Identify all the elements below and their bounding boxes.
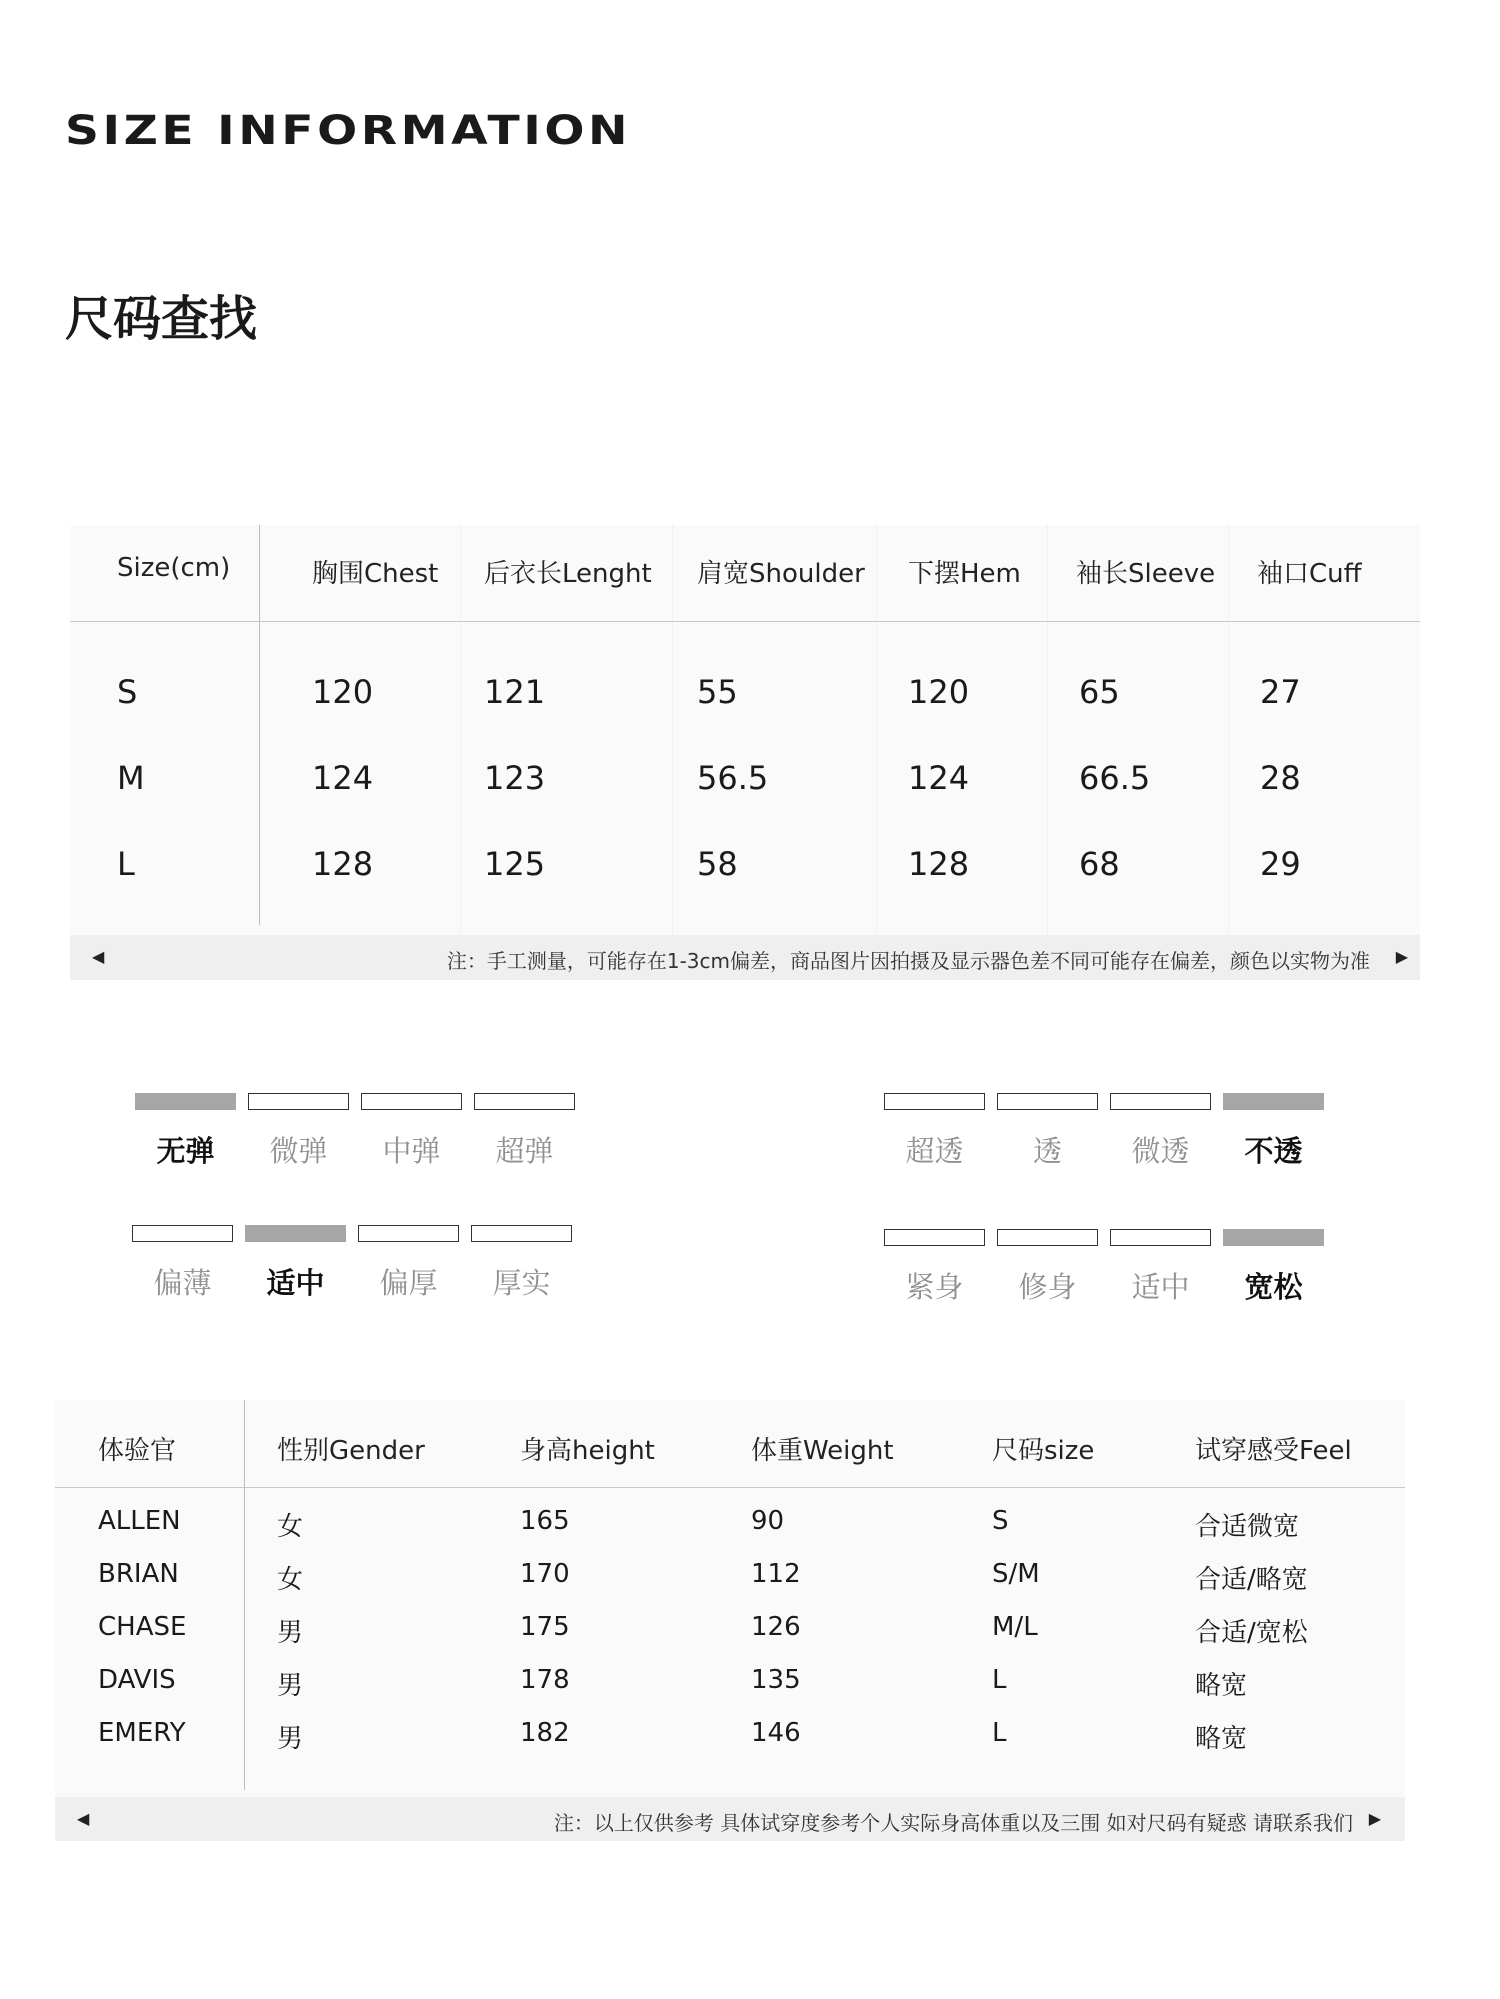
table-cell: 男 xyxy=(277,1724,304,1754)
section-title: 尺码查找 xyxy=(65,291,258,347)
table-cell: 27 xyxy=(1260,673,1301,711)
column-header: 试穿感受Feel xyxy=(1195,1436,1352,1466)
rating-bar xyxy=(1110,1093,1211,1110)
elasticity-rating xyxy=(135,1093,585,1173)
table-cell: 175 xyxy=(520,1612,570,1642)
rating-label: 厚实 xyxy=(492,1266,551,1300)
table-cell: M/L xyxy=(992,1612,1038,1642)
table-cell: 146 xyxy=(751,1718,801,1748)
column-divider xyxy=(672,525,673,940)
column-divider xyxy=(460,525,461,940)
column-header: 身高height xyxy=(520,1436,655,1466)
rating-label: 微透 xyxy=(1131,1134,1190,1168)
column-header: 体验官 xyxy=(98,1436,177,1466)
column-header: 后衣长Lenght xyxy=(484,559,652,589)
header-divider xyxy=(55,1487,1405,1488)
scroll-left-icon[interactable]: ◀ xyxy=(92,947,105,966)
rating-label: 透 xyxy=(1032,1134,1062,1168)
rating-bar xyxy=(135,1093,236,1110)
column-divider xyxy=(1047,525,1048,940)
thickness-rating xyxy=(132,1225,582,1305)
page-title: SIZE INFORMATION xyxy=(65,108,632,154)
rating-bar xyxy=(1223,1229,1324,1246)
table-cell: S xyxy=(992,1506,1009,1536)
table-cell: S/M xyxy=(992,1559,1040,1589)
rating-label: 超弹 xyxy=(495,1134,554,1168)
table-cell: 120 xyxy=(312,673,374,711)
table-cell: 男 xyxy=(277,1618,304,1648)
column-header: 下摆Hem xyxy=(908,559,1021,589)
table-cell: 112 xyxy=(751,1559,801,1589)
size-label: S xyxy=(117,673,138,711)
table-cell: 68 xyxy=(1079,845,1120,883)
column-header: 性别Gender xyxy=(277,1436,425,1466)
table-cell: 128 xyxy=(908,845,970,883)
rating-label: 无弹 xyxy=(156,1134,215,1168)
table-cell: 124 xyxy=(908,759,970,797)
table-cell: 女 xyxy=(277,1565,304,1595)
table-cell: 120 xyxy=(908,673,970,711)
tester-name: EMERY xyxy=(98,1718,186,1748)
first-column-divider xyxy=(259,525,260,925)
table-cell: 182 xyxy=(520,1718,570,1748)
rating-label: 中弹 xyxy=(382,1134,441,1168)
rating-bar xyxy=(245,1225,346,1242)
rating-bar xyxy=(471,1225,572,1242)
table-cell: 略宽 xyxy=(1195,1671,1248,1701)
table-cell: 178 xyxy=(520,1665,570,1695)
rating-bar xyxy=(474,1093,575,1110)
size-label: L xyxy=(117,845,135,883)
fit-rating xyxy=(884,1229,1334,1309)
table-cell: 56.5 xyxy=(697,759,769,797)
table-cell: 124 xyxy=(312,759,374,797)
table-cell: 合适/略宽 xyxy=(1195,1565,1308,1595)
rating-bar xyxy=(358,1225,459,1242)
rating-bar xyxy=(884,1229,985,1246)
rating-label: 紧身 xyxy=(905,1270,964,1304)
table-cell: 女 xyxy=(277,1512,304,1542)
table-cell: 125 xyxy=(484,845,546,883)
rating-bar xyxy=(1223,1093,1324,1110)
table-cell: 170 xyxy=(520,1559,570,1589)
table-cell: L xyxy=(992,1718,1007,1748)
column-divider xyxy=(876,525,877,940)
table-cell: 123 xyxy=(484,759,546,797)
scroll-left-icon[interactable]: ◀ xyxy=(77,1809,90,1828)
size-note-bar xyxy=(70,935,1420,980)
tester-note: 注：以上仅供参考 具体试穿度参考个人实际身高体重以及三围 如对尺码有疑惑 请联系我们 xyxy=(553,1811,1353,1835)
rating-label: 微弹 xyxy=(269,1134,328,1168)
table-cell: 合适/宽松 xyxy=(1195,1618,1308,1648)
table-cell: 29 xyxy=(1260,845,1301,883)
rating-label: 偏薄 xyxy=(153,1266,212,1300)
table-cell: 135 xyxy=(751,1665,801,1695)
rating-label: 修身 xyxy=(1018,1270,1077,1304)
table-cell: 126 xyxy=(751,1612,801,1642)
column-header: Size(cm) xyxy=(117,553,231,583)
table-cell: 165 xyxy=(520,1506,570,1536)
rating-label: 偏厚 xyxy=(379,1266,438,1300)
table-cell: L xyxy=(992,1665,1007,1695)
size-label: M xyxy=(117,759,145,797)
tester-name: CHASE xyxy=(98,1612,187,1642)
table-cell: 男 xyxy=(277,1671,304,1701)
column-header: 袖长Sleeve xyxy=(1076,559,1216,589)
rating-bar xyxy=(361,1093,462,1110)
column-header: 胸围Chest xyxy=(312,559,439,589)
table-cell: 128 xyxy=(312,845,374,883)
rating-bar xyxy=(248,1093,349,1110)
table-cell: 合适微宽 xyxy=(1195,1512,1300,1542)
rating-bar xyxy=(884,1093,985,1110)
scroll-right-icon[interactable]: ▶ xyxy=(1368,1809,1381,1828)
tester-note-bar xyxy=(55,1797,1405,1841)
size-table xyxy=(70,525,1420,945)
rating-label: 适中 xyxy=(266,1266,325,1300)
tester-name: DAVIS xyxy=(98,1665,176,1695)
rating-bar xyxy=(1110,1229,1211,1246)
column-header: 袖口Cuff xyxy=(1257,559,1362,589)
rating-label: 适中 xyxy=(1131,1270,1190,1304)
tester-table xyxy=(55,1400,1405,1800)
table-cell: 66.5 xyxy=(1079,759,1151,797)
rating-bar xyxy=(997,1229,1098,1246)
rating-label: 宽松 xyxy=(1244,1270,1303,1304)
rating-bar xyxy=(997,1093,1098,1110)
rating-label: 超透 xyxy=(905,1134,964,1168)
transparency-rating xyxy=(884,1093,1334,1173)
rating-bar xyxy=(132,1225,233,1242)
table-cell: 65 xyxy=(1079,673,1120,711)
table-cell: 28 xyxy=(1260,759,1301,797)
table-cell: 55 xyxy=(697,673,738,711)
column-header: 尺码size xyxy=(992,1436,1095,1466)
column-header: 体重Weight xyxy=(751,1436,894,1466)
scroll-right-icon[interactable]: ▶ xyxy=(1395,947,1408,966)
table-cell: 略宽 xyxy=(1195,1724,1248,1754)
column-header: 肩宽Shoulder xyxy=(697,559,865,589)
tester-name: ALLEN xyxy=(98,1506,181,1536)
column-divider xyxy=(1228,525,1229,940)
size-note: 注：手工测量，可能存在1-3cm偏差，商品图片因拍摄及显示器色差不同可能存在偏差，颜色以实物为准 xyxy=(446,949,1370,973)
header-divider xyxy=(70,621,1420,622)
first-column-divider xyxy=(244,1400,245,1790)
table-cell: 121 xyxy=(484,673,546,711)
tester-name: BRIAN xyxy=(98,1559,179,1589)
rating-label: 不透 xyxy=(1244,1134,1303,1168)
table-cell: 90 xyxy=(751,1506,785,1536)
table-cell: 58 xyxy=(697,845,738,883)
